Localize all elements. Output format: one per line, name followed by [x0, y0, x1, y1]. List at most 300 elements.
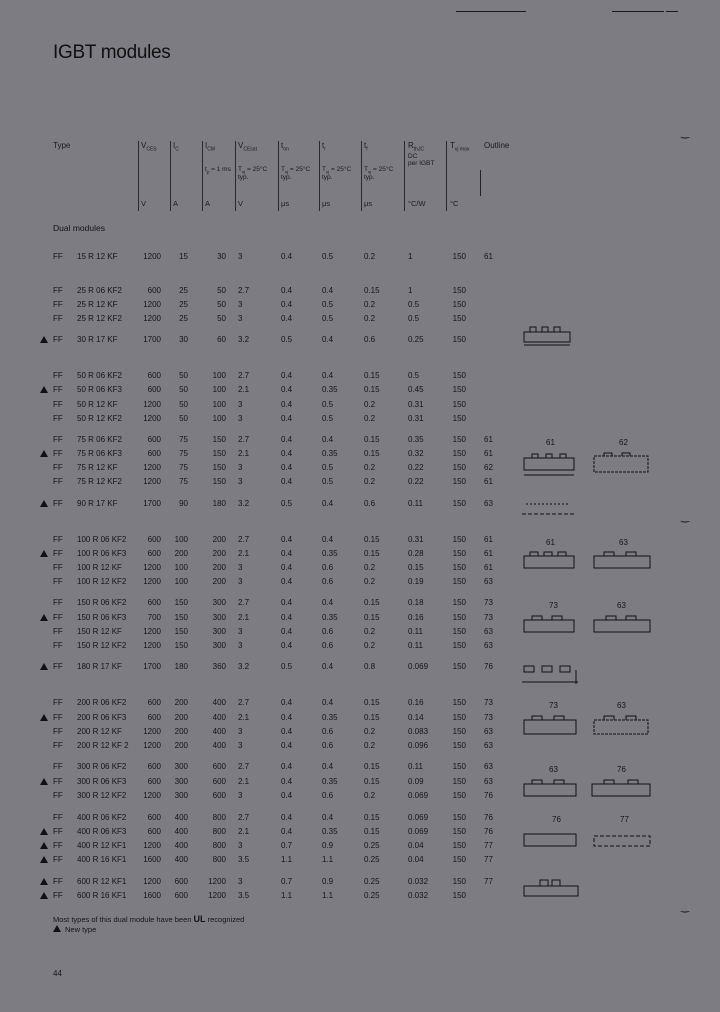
vces-value: 600 — [147, 549, 161, 558]
header-tr-cond: $T_{vj} = 25^\circ C$ typ. — [322, 166, 352, 182]
vcesat-value: 2.1 — [238, 713, 250, 722]
part-number: 75 R 06 KF2 — [77, 435, 122, 444]
vces-value: 1200 — [143, 727, 161, 736]
module-drawing — [520, 500, 578, 524]
header-tvjmax: $T_{vj max}$ — [450, 141, 470, 153]
vcesat-value: 2.7 — [238, 698, 250, 707]
rth-value: 0.11 — [408, 641, 423, 650]
vces-value: 1700 — [143, 662, 161, 671]
outline-value: 61 — [484, 549, 493, 558]
type-prefix: FF — [53, 698, 63, 707]
part-number: 50 R 06 KF2 — [77, 371, 122, 380]
table-row — [0, 877, 720, 889]
outline-value: 76 — [484, 813, 493, 822]
ton-value: 0.4 — [281, 641, 293, 650]
outline-value: 77 — [484, 855, 493, 864]
module-drawing — [592, 548, 652, 574]
ton-value: 0.4 — [281, 598, 293, 607]
outline-value: 73 — [484, 698, 493, 707]
outline-value: 63 — [484, 727, 493, 736]
icm-value: 100 — [212, 385, 226, 394]
tvj-value: 150 — [452, 286, 466, 295]
tvj-value: 150 — [452, 713, 466, 722]
part-number: 100 R 06 KF3 — [77, 549, 127, 558]
ton-value: 0.4 — [281, 713, 293, 722]
ic-value: 200 — [174, 698, 188, 707]
icm-value: 800 — [212, 841, 226, 850]
tr-value: 0.4 — [322, 535, 334, 544]
ton-value: 0.4 — [281, 563, 293, 572]
table-row — [0, 741, 720, 753]
part-number: 400 R 06 KF2 — [77, 813, 127, 822]
new-type-triangle-icon — [40, 856, 48, 863]
vcesat-value: 2.7 — [238, 371, 250, 380]
tvj-value: 150 — [452, 549, 466, 558]
table-row — [0, 499, 720, 511]
tf-value: 0.2 — [364, 791, 376, 800]
tvj-value: 150 — [452, 577, 466, 586]
header-vces: $V_{CES}$ — [141, 141, 157, 153]
part-number: 50 R 06 KF3 — [77, 385, 122, 394]
ic-value: 400 — [174, 827, 188, 836]
tr-value: 0.5 — [322, 400, 334, 409]
type-prefix: FF — [53, 577, 63, 586]
rth-value: 0.11 — [408, 762, 423, 771]
ton-value: 0.7 — [281, 877, 293, 886]
ic-value: 75 — [179, 435, 188, 444]
ton-value: 0.4 — [281, 727, 293, 736]
tvj-value: 150 — [452, 414, 466, 423]
part-number: 30 R 17 KF — [77, 335, 118, 344]
ic-value: 200 — [174, 713, 188, 722]
ic-value: 100 — [174, 535, 188, 544]
module-drawing — [522, 776, 578, 802]
tvj-value: 150 — [452, 613, 466, 622]
outline-value: 73 — [484, 713, 493, 722]
tr-value: 0.5 — [322, 477, 334, 486]
header-rule-right — [612, 11, 664, 12]
table-row — [0, 698, 720, 710]
table-row — [0, 400, 720, 412]
ic-value: 400 — [174, 855, 188, 864]
col-sep — [361, 141, 362, 211]
table-row — [0, 252, 720, 264]
outline-value: 61 — [484, 563, 493, 572]
vcesat-value: 3 — [238, 641, 243, 650]
new-type-triangle-icon — [40, 386, 48, 393]
icm-value: 300 — [212, 641, 226, 650]
ton-value: 0.4 — [281, 762, 293, 771]
type-prefix: FF — [53, 400, 63, 409]
rth-value: 0.069 — [408, 827, 429, 836]
ic-value: 400 — [174, 841, 188, 850]
part-number: 50 R 12 KF2 — [77, 414, 122, 423]
icm-value: 100 — [212, 414, 226, 423]
type-prefix: FF — [53, 791, 63, 800]
rth-value: 0.14 — [408, 713, 424, 722]
vcesat-value: 2.1 — [238, 385, 250, 394]
col-sep — [235, 141, 236, 211]
tvj-value: 150 — [452, 435, 466, 444]
vcesat-value: 2.1 — [238, 777, 250, 786]
vcesat-value: 3 — [238, 463, 243, 472]
part-number: 25 R 06 KF2 — [77, 286, 122, 295]
vcesat-value: 2.7 — [238, 598, 250, 607]
ic-value: 50 — [179, 400, 188, 409]
tr-value: 0.4 — [322, 499, 334, 508]
rth-value: 0.096 — [408, 741, 429, 750]
tvj-value: 150 — [452, 762, 466, 771]
type-prefix: FF — [53, 385, 63, 394]
part-number: 400 R 06 KF3 — [77, 827, 127, 836]
new-type-triangle-icon — [40, 778, 48, 785]
part-number: 25 R 12 KF2 — [77, 314, 122, 323]
unit-ic: A — [173, 199, 179, 208]
footnote-new: New type — [53, 925, 96, 934]
vcesat-value: 2.7 — [238, 286, 250, 295]
rth-value: 0.28 — [408, 549, 424, 558]
ton-value: 0.5 — [281, 662, 293, 671]
ton-value: 1.1 — [281, 855, 293, 864]
header-tf: $t_f$ — [364, 141, 368, 153]
part-number: 75 R 12 KF — [77, 463, 118, 472]
vcesat-value: 2.1 — [238, 827, 250, 836]
outline-value: 61 — [484, 449, 493, 458]
vces-value: 1200 — [143, 741, 161, 750]
tr-value: 0.5 — [322, 252, 334, 261]
ic-value: 50 — [179, 414, 188, 423]
col-sep — [138, 141, 139, 211]
table-row — [0, 314, 720, 326]
tr-value: 0.35 — [322, 713, 338, 722]
icm-value: 100 — [212, 400, 226, 409]
rth-value: 0.22 — [408, 477, 424, 486]
icm-value: 100 — [212, 371, 226, 380]
icm-value: 150 — [212, 435, 226, 444]
tvj-value: 150 — [452, 300, 466, 309]
vces-value: 1200 — [143, 414, 161, 423]
vces-value: 1200 — [143, 841, 161, 850]
new-type-triangle-icon — [40, 336, 48, 343]
icm-value: 400 — [212, 727, 226, 736]
tvj-value: 150 — [452, 371, 466, 380]
tr-value: 0.4 — [322, 662, 334, 671]
vcesat-value: 2.7 — [238, 435, 250, 444]
tvj-value: 150 — [452, 449, 466, 458]
icm-value: 300 — [212, 627, 226, 636]
footnote-ul: Most types of this dual module have been UL recognized — [53, 914, 245, 924]
type-prefix: FF — [53, 449, 63, 458]
rth-value: 0.18 — [408, 598, 424, 607]
table-row — [0, 813, 720, 825]
icm-value: 300 — [212, 598, 226, 607]
rth-value: 0.25 — [408, 335, 424, 344]
tvj-value: 150 — [452, 827, 466, 836]
col-sep — [202, 141, 203, 211]
module-drawing — [522, 548, 576, 574]
tvj-value: 150 — [452, 891, 466, 900]
vces-value: 600 — [147, 777, 161, 786]
type-prefix: FF — [53, 777, 63, 786]
vces-value: 1200 — [143, 252, 161, 261]
tr-value: 0.9 — [322, 877, 334, 886]
new-type-triangle-icon — [40, 892, 48, 899]
tvj-value: 150 — [452, 335, 466, 344]
header-outline: Outline — [484, 141, 510, 150]
vcesat-value: 2.1 — [238, 449, 250, 458]
ton-value: 0.4 — [281, 385, 293, 394]
ic-value: 50 — [179, 385, 188, 394]
outline-value: 63 — [484, 577, 493, 586]
ic-value: 200 — [174, 741, 188, 750]
icm-value: 400 — [212, 741, 226, 750]
vcesat-value: 3 — [238, 300, 243, 309]
part-number: 300 R 06 KF2 — [77, 762, 127, 771]
ton-value: 0.4 — [281, 791, 293, 800]
table-row — [0, 300, 720, 312]
tf-value: 0.15 — [364, 777, 380, 786]
part-number: 200 R 12 KF — [77, 727, 122, 736]
ic-value: 300 — [174, 791, 188, 800]
rth-value: 0.11 — [408, 627, 423, 636]
tr-value: 0.6 — [322, 791, 334, 800]
unit-tf: μs — [364, 199, 373, 208]
vcesat-value: 3 — [238, 252, 243, 261]
tf-value: 0.15 — [364, 435, 380, 444]
rth-value: 0.19 — [408, 577, 424, 586]
tr-value: 0.6 — [322, 563, 334, 572]
module-drawing — [522, 828, 578, 854]
outline-label: 63 — [549, 765, 558, 774]
tvj-value: 150 — [452, 314, 466, 323]
new-type-triangle-icon — [40, 714, 48, 721]
vces-value: 600 — [147, 762, 161, 771]
icm-value: 1200 — [208, 877, 226, 886]
tr-value: 0.5 — [322, 414, 334, 423]
unit-ton: μs — [281, 199, 290, 208]
ton-value: 0.4 — [281, 577, 293, 586]
outline-label: 61 — [546, 438, 555, 447]
outline-value: 63 — [484, 741, 493, 750]
tr-value: 0.5 — [322, 463, 334, 472]
ic-value: 90 — [179, 499, 188, 508]
part-number: 150 R 06 KF2 — [77, 598, 127, 607]
ton-value: 0.4 — [281, 627, 293, 636]
tvj-value: 150 — [452, 499, 466, 508]
ton-value: 0.4 — [281, 741, 293, 750]
vces-value: 1200 — [143, 791, 161, 800]
icm-value: 50 — [217, 286, 226, 295]
type-prefix: FF — [53, 499, 63, 508]
tr-value: 0.9 — [322, 841, 334, 850]
vces-value: 600 — [147, 371, 161, 380]
tr-value: 0.35 — [322, 549, 338, 558]
outline-value: 61 — [484, 535, 493, 544]
ic-value: 200 — [174, 727, 188, 736]
page-title: IGBT modules — [53, 42, 171, 63]
part-number: 100 R 12 KF — [77, 563, 122, 572]
tf-value: 0.15 — [364, 385, 380, 394]
ton-value: 0.4 — [281, 777, 293, 786]
table-row — [0, 477, 720, 489]
table-row — [0, 385, 720, 397]
type-prefix: FF — [53, 627, 63, 636]
ton-value: 0.4 — [281, 463, 293, 472]
vces-value: 700 — [147, 613, 161, 622]
outline-label: 61 — [546, 538, 555, 547]
part-number: 400 R 12 KF1 — [77, 841, 127, 850]
outline-label: 76 — [617, 765, 626, 774]
part-number: 25 R 12 KF — [77, 300, 118, 309]
module-drawing — [592, 450, 650, 478]
outline-label: 77 — [620, 815, 629, 824]
vces-value: 600 — [147, 813, 161, 822]
module-drawing — [590, 776, 652, 802]
table-row — [0, 662, 720, 674]
tvj-value: 150 — [452, 727, 466, 736]
header-type: Type — [53, 141, 71, 150]
tr-value: 0.4 — [322, 698, 334, 707]
tvj-value: 150 — [452, 777, 466, 786]
ton-value: 0.5 — [281, 499, 293, 508]
tr-value: 0.35 — [322, 777, 338, 786]
part-number: 200 R 06 KF3 — [77, 713, 127, 722]
new-type-triangle-icon — [40, 878, 48, 885]
ton-value: 0.4 — [281, 613, 293, 622]
tf-value: 0.2 — [364, 741, 376, 750]
outline-value: 73 — [484, 613, 493, 622]
icm-value: 400 — [212, 713, 226, 722]
ton-value: 0.4 — [281, 252, 293, 261]
outline-label: 73 — [549, 701, 558, 710]
rth-value: 0.04 — [408, 841, 424, 850]
ic-value: 75 — [179, 477, 188, 486]
ic-value: 150 — [174, 627, 188, 636]
type-prefix: FF — [53, 463, 63, 472]
rth-value: 0.22 — [408, 463, 424, 472]
rth-value: 0.15 — [408, 563, 424, 572]
tf-value: 0.2 — [364, 563, 376, 572]
new-type-triangle-icon — [40, 500, 48, 507]
table-row — [0, 335, 720, 347]
ton-value: 0.4 — [281, 535, 293, 544]
rth-value: 0.032 — [408, 891, 429, 900]
tvj-value: 150 — [452, 385, 466, 394]
tr-value: 0.6 — [322, 641, 334, 650]
header-ton: $t_{on}$ — [281, 141, 289, 153]
icm-value: 50 — [217, 314, 226, 323]
outline-value: 62 — [484, 463, 493, 472]
table-row — [0, 435, 720, 447]
ton-value: 0.4 — [281, 549, 293, 558]
tr-value: 0.6 — [322, 577, 334, 586]
part-number: 100 R 06 KF2 — [77, 535, 127, 544]
tf-value: 0.2 — [364, 477, 376, 486]
type-prefix: FF — [53, 727, 63, 736]
ic-value: 100 — [174, 563, 188, 572]
tvj-value: 150 — [452, 841, 466, 850]
vcesat-value: 3.2 — [238, 335, 250, 344]
type-prefix: FF — [53, 435, 63, 444]
rth-value: 1 — [408, 252, 413, 261]
type-prefix: FF — [53, 613, 63, 622]
ic-value: 300 — [174, 777, 188, 786]
icm-value: 200 — [212, 563, 226, 572]
icm-value: 150 — [212, 477, 226, 486]
vces-value: 1200 — [143, 563, 161, 572]
tvj-value: 150 — [452, 698, 466, 707]
outline-value: 63 — [484, 499, 493, 508]
tf-value: 0.15 — [364, 827, 380, 836]
ic-value: 25 — [179, 286, 188, 295]
tr-value: 0.4 — [322, 286, 334, 295]
type-prefix: FF — [53, 713, 63, 722]
new-type-triangle-icon — [40, 842, 48, 849]
vces-value: 1200 — [143, 577, 161, 586]
vcesat-value: 3.5 — [238, 855, 250, 864]
vces-value: 600 — [147, 713, 161, 722]
rth-value: 1 — [408, 286, 413, 295]
vcesat-value: 2.1 — [238, 613, 250, 622]
tf-value: 0.2 — [364, 314, 376, 323]
unit-icm: A — [205, 199, 211, 208]
tr-value: 0.35 — [322, 613, 338, 622]
tvj-value: 150 — [452, 741, 466, 750]
module-drawing — [522, 450, 576, 478]
outline-label: 63 — [617, 701, 626, 710]
tf-value: 0.15 — [364, 286, 380, 295]
tvj-value: 150 — [452, 598, 466, 607]
part-number: 180 R 17 KF — [77, 662, 122, 671]
tf-value: 0.2 — [364, 577, 376, 586]
vces-value: 1600 — [143, 855, 161, 864]
tvj-value: 150 — [452, 400, 466, 409]
vces-value: 600 — [147, 385, 161, 394]
col-sep — [404, 141, 405, 211]
new-type-triangle-icon — [40, 663, 48, 670]
tf-value: 0.15 — [364, 449, 380, 458]
icm-value: 200 — [212, 549, 226, 558]
part-number: 15 R 12 KF — [77, 252, 118, 261]
tvj-value: 150 — [452, 813, 466, 822]
vces-value: 1200 — [143, 300, 161, 309]
tf-value: 0.6 — [364, 335, 376, 344]
ton-value: 0.7 — [281, 841, 293, 850]
header-rule-right-tail — [666, 11, 678, 12]
tr-value: 0.35 — [322, 449, 338, 458]
table-row — [0, 891, 720, 903]
vces-value: 600 — [147, 449, 161, 458]
type-prefix: FF — [53, 371, 63, 380]
tf-value: 0.2 — [364, 300, 376, 309]
outline-value: 76 — [484, 791, 493, 800]
tr-value: 0.6 — [322, 627, 334, 636]
icm-value: 600 — [212, 762, 226, 771]
vces-value: 600 — [147, 535, 161, 544]
type-prefix: FF — [53, 662, 63, 671]
new-type-triangle-icon — [53, 925, 61, 932]
ic-value: 400 — [174, 813, 188, 822]
table-row — [0, 855, 720, 867]
ic-value: 30 — [179, 335, 188, 344]
tf-value: 0.15 — [364, 698, 380, 707]
table-row — [0, 414, 720, 426]
vces-value: 1200 — [143, 314, 161, 323]
tf-value: 0.15 — [364, 813, 380, 822]
ton-value: 0.4 — [281, 400, 293, 409]
outline-label: 62 — [619, 438, 628, 447]
part-number: 300 R 12 KF2 — [77, 791, 127, 800]
